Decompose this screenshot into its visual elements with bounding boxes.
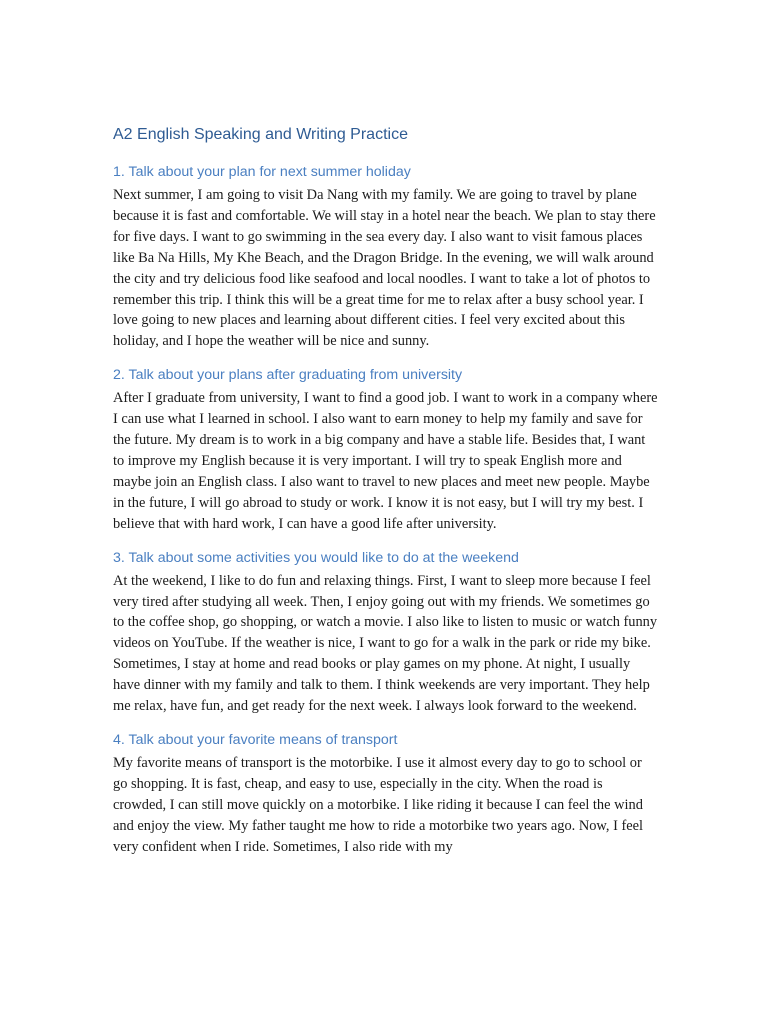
document-page [113, 124, 659, 870]
section-heading: 1. Talk about your plan for next summer holiday [113, 164, 411, 180]
section-after-graduation [113, 365, 659, 534]
section-body: My favorite means of transport is the motorbike. I use it almost every day to go to school or go shopping. It is fast, cheap, and easy to use, especially in the city. When the road is crowded, I can still move quickly on a motorbike. I like riding it because I can feel the wind and enjoy the view. My father taught me how to ride a motorbike two years ago. Now, I feel very confident when I ride. Sometimes, I also ride with my [113, 754, 644, 855]
section-body: At the weekend, I like to do fun and relaxing things. First, I want to sleep more because I feel very tired after studying all week. Then, I enjoy going out with my friends. We sometimes go to the coffee shop, go shopping, or watch a movie. I also like to listen to music or watch funny videos on YouTube. If the weather is nice, I want to go for a walk in the park or ride my bike. Sometimes, I stay at home and read books or play games on my phone. At night, I usually have dinner with my family and talk to them. I think weekends are very important. They help me relax, have fun, and get ready for the next week. I always look forward to the weekend. [113, 572, 658, 715]
document-title: A2 English Speaking and Writing Practice [113, 126, 408, 143]
section-weekend-activities [113, 548, 659, 717]
section-summer-holiday [113, 162, 659, 352]
section-heading: 3. Talk about some activities you would like to do at the weekend [113, 549, 519, 566]
section-heading: 4. Talk about your favorite means of transport [113, 731, 398, 748]
section-body: After I graduate from university, I want to find a good job. I want to work in a company where I can use what I learned in school. I also want to earn money to help my family and save for the future. My dream is to work in a big company and have a stable life. Besides that, I want to improve my English because it is very important. I will try to speak English more and maybe join an English class. I also want to travel to new places and meet new people. Maybe in the future, I will go abroad to study or work. I know it is not easy, but I will try my best. I believe that with hard work, I can have a good life after university. [113, 390, 658, 532]
section-favorite-transport [113, 730, 659, 858]
section-heading: 2. Talk about your plans after graduating from university [113, 367, 463, 384]
section-body: Next summer, I am going to visit Da Nang with my family. We are going to travel by plane because it is fast and comfortable. We will stay in a hotel near the beach. We plan to stay there for five days. I want to go swimming in the sea every day. I also want to visit famous places like Ba Na Hills, My Khe Beach, and the Dragon Bridge. In the evening, we will walk around the city and try delicious food like seafood and local noodles. I want to take a lot of photos to remember this trip. I think this will be a great time for me to relax after a busy school year. I love going to new places and learning about different cities. I feel very excited about this holiday, and I hope the weather will be nice and sunny. [113, 187, 656, 350]
